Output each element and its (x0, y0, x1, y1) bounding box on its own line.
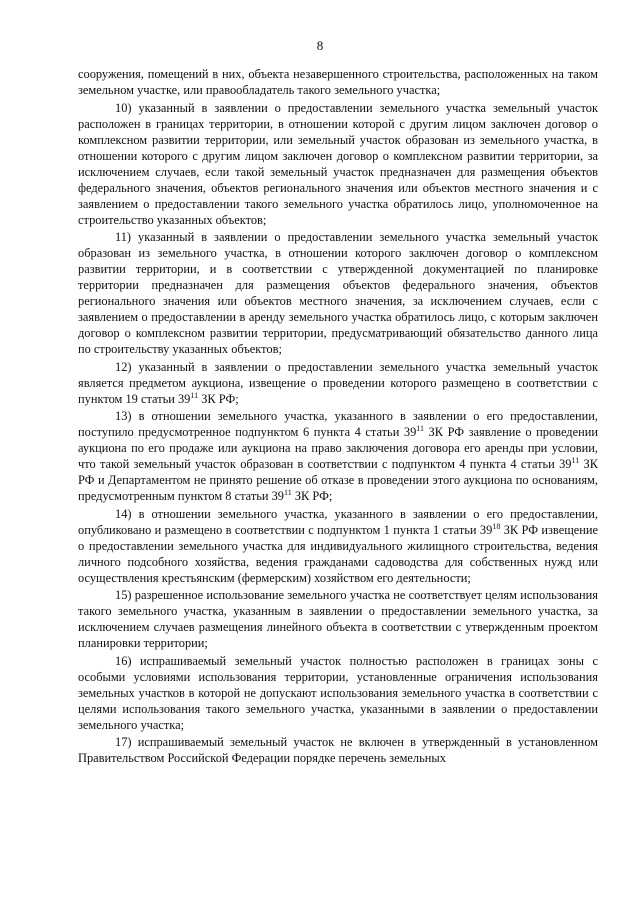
text-run: 13) в отношении земельного участка, указанного в заявлении о его предоставлении, поступило предусмотренное подпунктом 6 пункта 4 статьи 39 (78, 409, 598, 439)
paragraph-item-17: 17) испрашиваемый земельный участок не включен в утвержденный в установленном Правительством Российской Федерации порядке перечень земельных (78, 735, 598, 765)
document-body (78, 66, 598, 768)
paragraph-item-12 (78, 359, 598, 407)
article-superscript: 11 (284, 487, 292, 497)
text-run: ЗК РФ; (198, 391, 239, 406)
text-run: ЗК РФ; (291, 489, 333, 503)
article-superscript: 11 (571, 455, 580, 465)
text-run: ЗК РФ извещение о предоставлении земельного участка для индивидуального жилищного строительства, ведения личного подсобного хозяйства, ведения гражданами садоводства для собственных нужд или осуществления крестьянским (фермерским) хозяйством его деятельности; (78, 522, 598, 585)
paragraph-item-16: 16) испрашиваемый земельный участок полностью расположен в границах зоны с особыми условиями использования территории, установленные ограничения использования земельных участков в которой не допускают использования земельного участка в соответствии с целями использования такого земельного участка, указанными в заявлении о предоставлении земельного участка; (78, 653, 598, 732)
paragraph-item-13 (78, 408, 598, 504)
article-superscript: 18 (492, 521, 501, 531)
text-run: ЗК РФ заявление о проведении аукциона по его продаже или аукциона на право заключения договора его аренды при условии, что такой земельный участок образован в соответствии с подпунктом 4 пункта 4 статьи 39 (78, 425, 598, 471)
text-run: 12) указанный в заявлении о предоставлении земельного участка земельный участок является предметом аукциона, извещение о проведении которого размещено в соответствии с пунктом 19 статьи 39 (78, 359, 598, 406)
paragraph-item-15: 15) разрешенное использование земельного участка не соответствует целям использования такого земельного участка, указанным в заявлении о предоставлении земельного участка, за исключением случаев размещения линейного объекта в соответствии с утвержденным проектом планировки территории; (78, 588, 598, 650)
text-run: 14) в отношении земельного участка, указанного в заявлении о его предоставлении, опубликовано и размещено в соответствии с подпунктом 1 пункта 1 статьи 39 (78, 506, 598, 537)
text-run: ЗК РФ и Департаментом не принято решение об отказе в проведении этого аукциона по основаниям, предусмотренным пунктом 8 статьи 39 (78, 457, 598, 503)
paragraph-item-10: 10) указанный в заявлении о предоставлении земельного участка земельный участок расположен в границах территории, в отношении которой с другим лицом заключен договор о комплексном развитии территории, или земельный участок образован из земельного участка, в отношении которого с другим лицом заключен договор о комплексном развитии территории, за исключением случаев, если такой земельный участок предназначен для размещения объектов федерального значения, объектов регионального значения или объектов местного значения и с заявлением о предоставлении такого земельного участка обратилось лицо, уполномоченное на строительство указанных объектов; (78, 100, 598, 227)
page-number: 8 (316, 38, 324, 53)
paragraph-item-11: 11) указанный в заявлении о предоставлении земельного участка земельный участок образован из земельного участка, в отношении которого заключен договор о комплексном развитии территории, и в соответствии с утвержденной документацией по планировке территории предназначен для размещения объектов федерального значения, объектов регионального значения или объектов местного значения, за исключением случаев, если с заявлением о предоставлении в аренду земельного участка обратилось лицо, с которым заключен договор о комплексном развитии территории, предусматривающий обязательство данного лица по строительству указанных объектов; (78, 230, 598, 356)
paragraph-continuation: сооружения, помещений в них, объекта незавершенного строительства, расположенных на таком земельном участке, или правообладатель такого земельного участка; (78, 67, 598, 97)
article-superscript: 11 (416, 423, 424, 433)
article-superscript: 11 (190, 390, 199, 400)
paragraph-item-14 (78, 506, 598, 586)
